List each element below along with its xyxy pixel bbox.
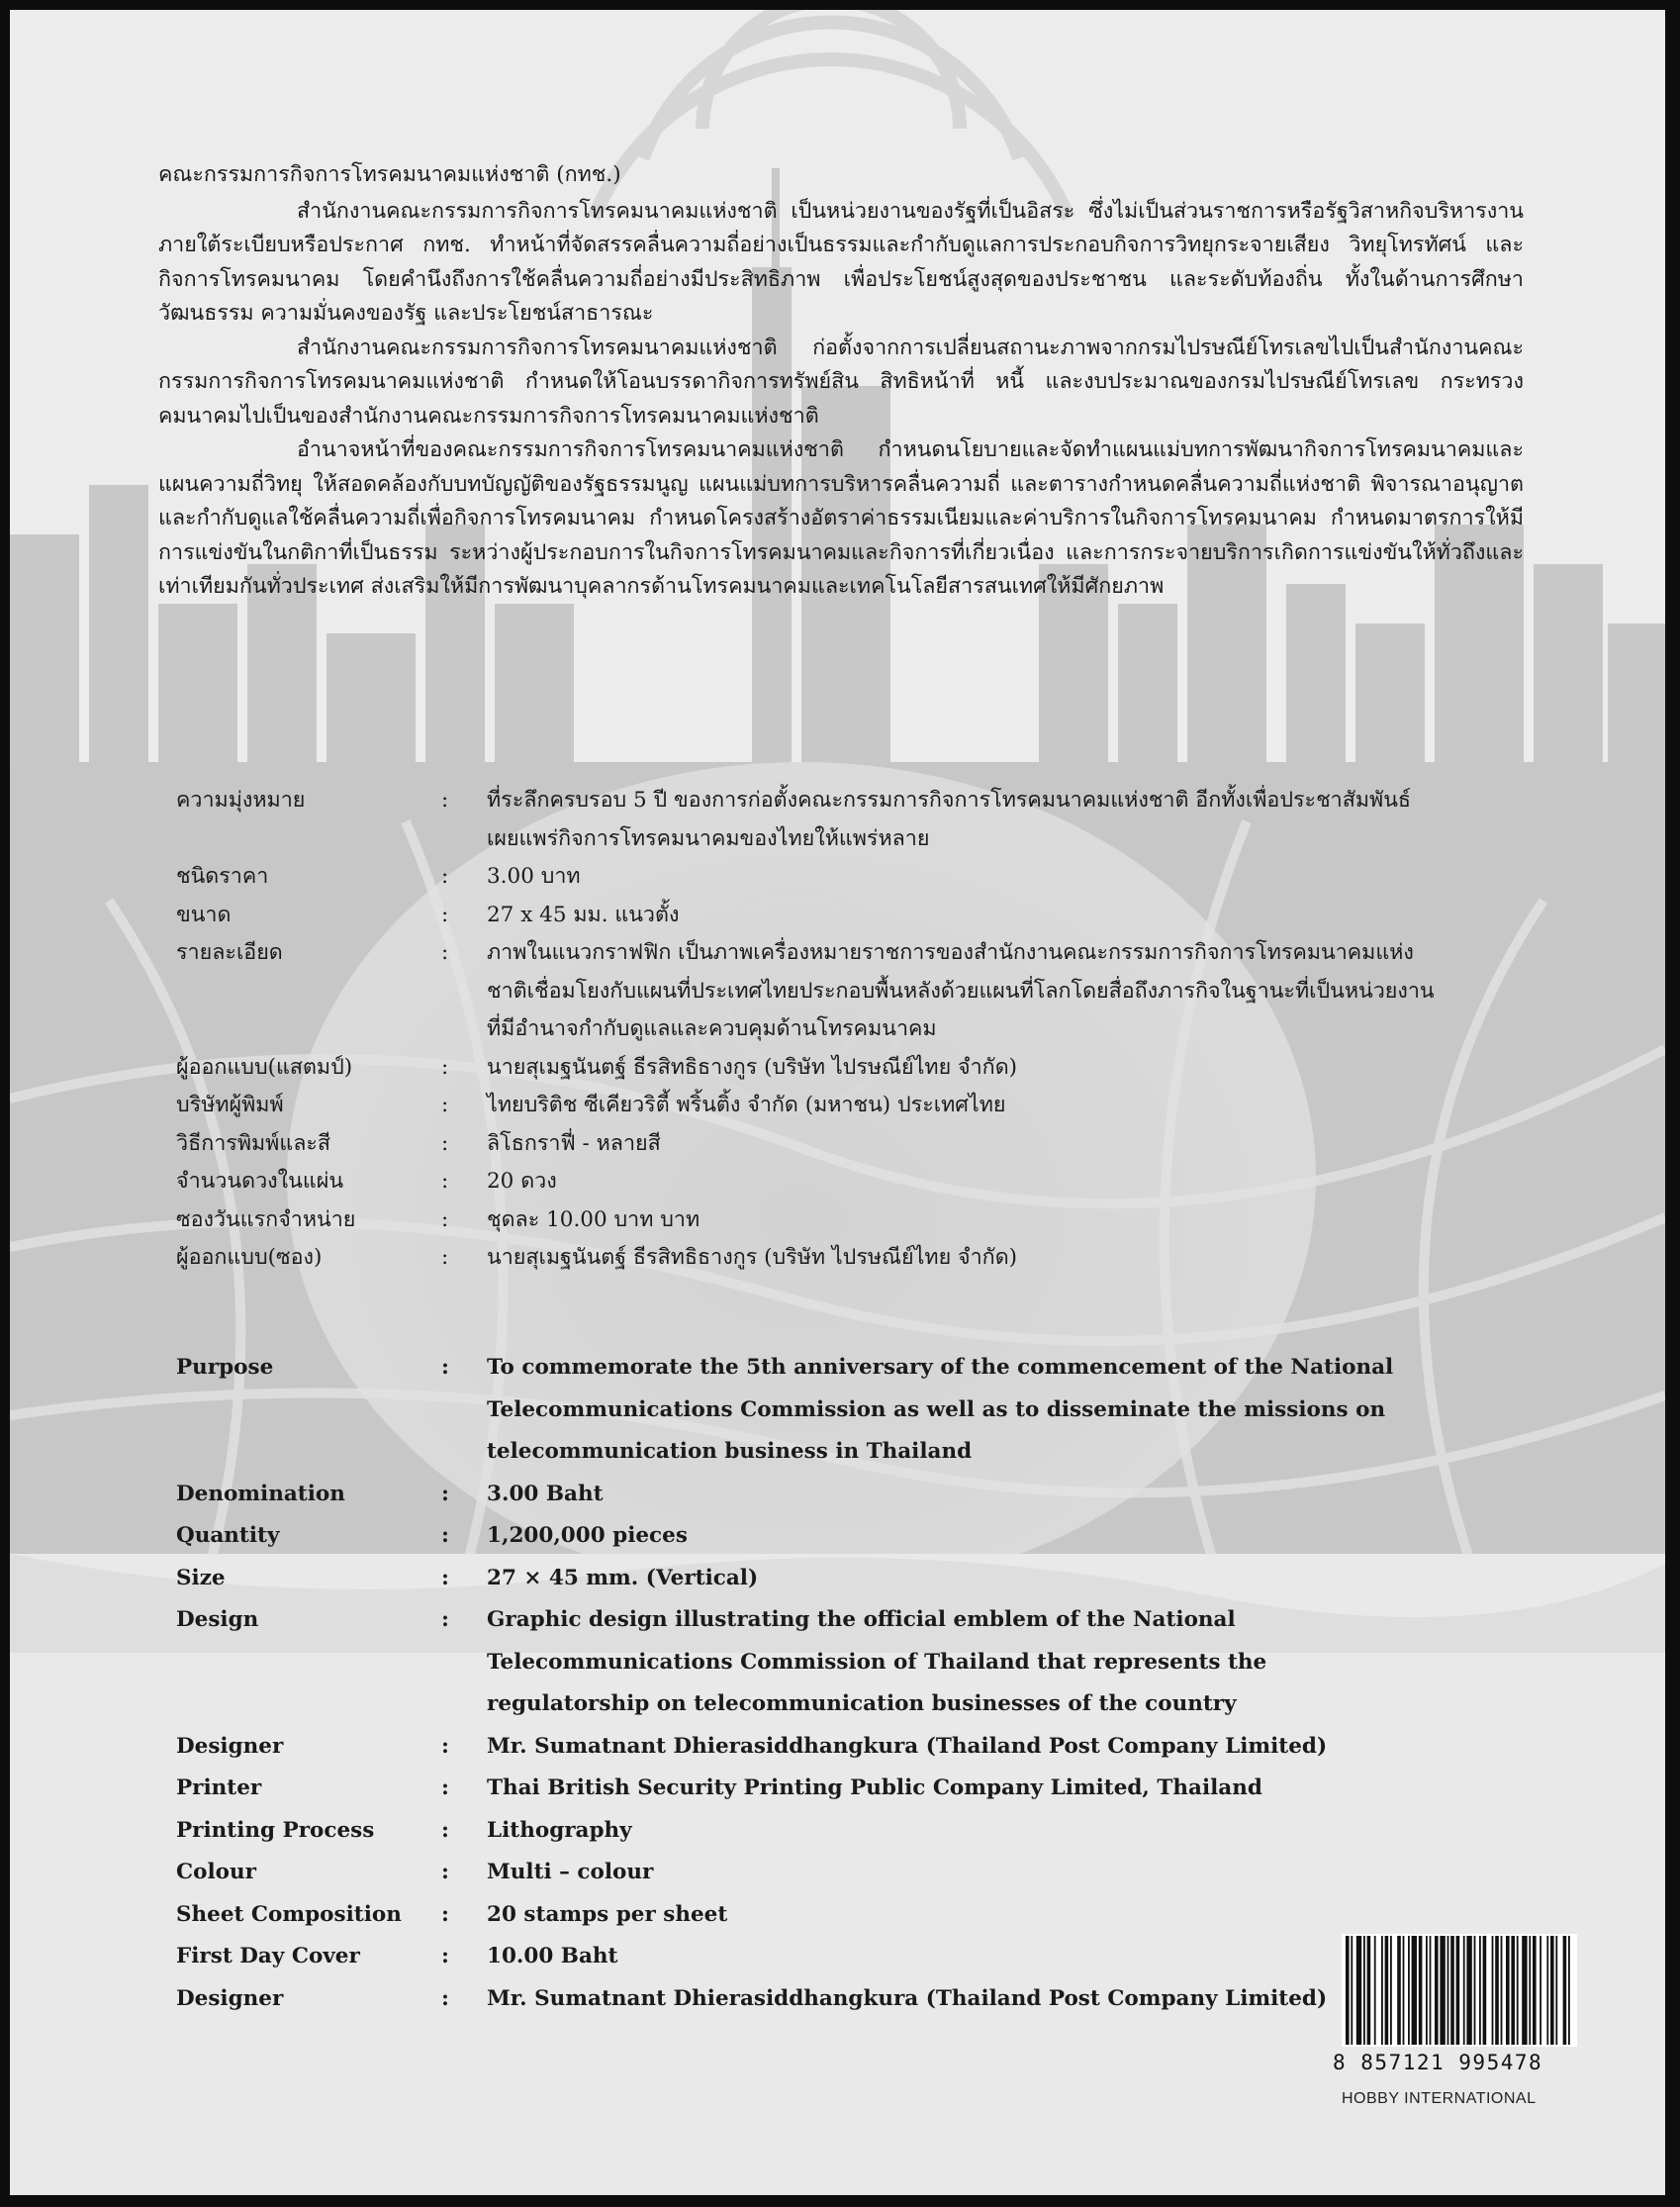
detail-label: ขนาด	[176, 902, 232, 927]
detail-label: ผู้ออกแบบ(ซอง)	[176, 1245, 323, 1270]
detail-row	[176, 1810, 1437, 1853]
barcode-bar	[1363, 1936, 1365, 2045]
detail-row	[176, 1558, 1437, 1600]
detail-row	[176, 1894, 1437, 1937]
barcode-bar	[1412, 1936, 1417, 2045]
detail-row	[176, 1852, 1437, 1894]
detail-label: Designer	[176, 1733, 284, 1759]
barcode-bar	[1463, 1936, 1465, 2045]
barcode-bar	[1408, 1936, 1410, 2045]
detail-row	[176, 1239, 1437, 1278]
detail-value: 27 x 45 มม. แนวตั้ง	[487, 902, 680, 927]
barcode-bar	[1479, 1936, 1481, 2045]
detail-row	[176, 782, 1437, 858]
detail-value: ชุดละ 10.00 บาท บาท	[487, 1206, 700, 1232]
barcode-bar	[1483, 1936, 1487, 2045]
barcode-bar	[1351, 1936, 1353, 2045]
barcode-bar	[1568, 1936, 1570, 2045]
intro-paragraph: สำนักงานคณะกรรมการกิจการโทรคมนาคมแห่งชาติ ก่อตั้งจากการเปลี่ยนสถานะภาพจากกรมไปรษณีย์โทรเลขไปเป็นสำนักงานคณะกรรมการกิจการโทรคมนาคมแห่งชาติ กำหนดให้โอนบรรดากิจการทรัพย์สิน สิทธิหน้าที่ หนี้ และงบประมาณของกรมไปรษณีย์โทรเลข กระทรวงคมนาคมไปเป็นของสำนักงานคณะกรรมการกิจการโทรคมนาคมแห่งชาติ	[158, 335, 1524, 429]
detail-value: ภาพในแนวกราฟฟิก เป็นภาพเครื่องหมายราชการของสำนักงานคณะกรรมการกิจการโทรคมนาคมแห่งชาติเชื่อมโยงกับแผนที่ประเทศไทยประกอบพื้นหลังด้วยแผนที่โลกโดยสื่อถึงภารกิจในฐานะที่เป็นหน่วยงานที่มีอำนาจกำกับดูแลและควบคุมด้านโทรคมนาคม	[487, 940, 1435, 1041]
barcode-bar	[1546, 1936, 1548, 2045]
detail-separator: :	[441, 1775, 449, 1800]
detail-label: Design	[176, 1607, 259, 1632]
detail-row	[176, 1347, 1437, 1474]
barcode-bar	[1533, 1936, 1537, 2045]
detail-value: ที่ระลึกครบรอบ 5 ปี ของการก่อตั้งคณะกรรมการกิจการโทรคมนาคมแห่งชาติ อีกทั้งเพื่อประชาสัมพันธ์เผยแพร่กิจการโทรคมนาคมของไทยให้แพร่หลาย	[487, 788, 1412, 851]
detail-value: ลิโธกราฟี่ - หลายสี	[487, 1130, 661, 1156]
detail-row	[176, 1768, 1437, 1810]
detail-value: Lithography	[487, 1817, 632, 1843]
detail-value: 20 stamps per sheet	[487, 1901, 728, 1927]
detail-row	[176, 1978, 1437, 2021]
barcode	[1342, 1934, 1577, 2047]
barcode-number: 8 857121 995478	[1333, 2051, 1543, 2074]
detail-label: ชนิดราคา	[176, 864, 269, 889]
barcode-bar	[1385, 1936, 1389, 2045]
barcode-bar	[1430, 1936, 1432, 2045]
detail-row	[176, 1599, 1437, 1726]
detail-separator: :	[441, 1206, 449, 1232]
detail-value: 3.00 Baht	[487, 1481, 604, 1506]
detail-label: บริษัทผู้พิมพ์	[176, 1093, 284, 1117]
detail-row	[176, 1936, 1437, 1978]
detail-label: ความมุ่งหมาย	[176, 788, 306, 813]
detail-separator: :	[441, 902, 449, 927]
detail-label: ผู้ออกแบบ(แสตมป์)	[176, 1054, 353, 1080]
thai-introduction	[158, 158, 1524, 605]
barcode-bar	[1356, 1936, 1361, 2045]
detail-row	[176, 1515, 1437, 1558]
document-sheet	[10, 10, 1665, 2195]
detail-separator: :	[441, 1985, 449, 2011]
detail-row	[176, 897, 1437, 935]
barcode-bar	[1522, 1936, 1527, 2045]
detail-row	[176, 1087, 1437, 1125]
detail-value: Mr. Sumatnant Dhierasiddhangkura (Thailand Post Company Limited)	[487, 1733, 1328, 1759]
detail-value: Thai British Security Printing Public Company Limited, Thailand	[487, 1775, 1262, 1800]
detail-label: รายละเอียด	[176, 940, 283, 965]
publisher-caption: HOBBY INTERNATIONAL	[1342, 2090, 1537, 2107]
detail-label: Purpose	[176, 1355, 274, 1380]
barcode-bar	[1495, 1936, 1499, 2045]
barcode-bar	[1440, 1936, 1445, 2045]
detail-value: 3.00 บาท	[487, 864, 581, 889]
detail-separator: :	[441, 1093, 449, 1117]
barcode-bar	[1555, 1936, 1557, 2045]
detail-separator: :	[441, 1860, 449, 1884]
detail-separator: :	[441, 1130, 449, 1156]
detail-separator: :	[441, 1817, 449, 1843]
english-stamp-details	[176, 1347, 1437, 2020]
detail-separator: :	[441, 1245, 449, 1270]
detail-value: นายสุเมฐนันตฐ์ ธีรสิทธิธางกูร (บริษัท ไปรษณีย์ไทย จำกัด)	[487, 1245, 1018, 1270]
detail-value: 27 × 45 mm. (Vertical)	[487, 1565, 759, 1590]
barcode-bar	[1403, 1936, 1405, 2045]
detail-row	[176, 934, 1437, 1049]
barcode-bar	[1550, 1936, 1554, 2045]
barcode-bar	[1381, 1936, 1383, 2045]
detail-separator: :	[441, 1355, 449, 1380]
detail-value: 1,200,000 pieces	[487, 1523, 688, 1548]
detail-label: Printing Process	[176, 1817, 375, 1843]
barcode-bar	[1390, 1936, 1392, 2045]
detail-separator: :	[441, 1523, 449, 1548]
detail-label: วิธีการพิมพ์และสี	[176, 1130, 331, 1156]
detail-value: 10.00 Baht	[487, 1944, 618, 1968]
barcode-bar	[1540, 1936, 1541, 2045]
detail-separator: :	[441, 940, 449, 965]
barcode-bar	[1506, 1936, 1510, 2045]
barcode-bar	[1397, 1936, 1401, 2045]
detail-label: Denomination	[176, 1481, 345, 1506]
thai-stamp-details	[176, 782, 1437, 1278]
detail-value: Multi – colour	[487, 1860, 654, 1884]
barcode-bar	[1466, 1936, 1471, 2045]
detail-separator: :	[441, 788, 449, 813]
detail-value: ไทยบริติช ซีเคียวริตี้ พริ้นติ้ง จำกัด (มหาชน) ประเทศไทย	[487, 1093, 1006, 1117]
detail-separator: :	[441, 1054, 449, 1080]
barcode-bar	[1447, 1936, 1449, 2045]
barcode-bar	[1474, 1936, 1476, 2045]
detail-row	[176, 858, 1437, 897]
barcode-bar	[1367, 1936, 1371, 2045]
detail-label: Designer	[176, 1985, 284, 2011]
barcode-bar	[1563, 1936, 1567, 2045]
detail-label: จำนวนดวงในแผ่น	[176, 1169, 344, 1194]
barcode-bar	[1529, 1936, 1531, 2045]
detail-separator: :	[441, 1733, 449, 1759]
intro-title: คณะกรรมการกิจการโทรคมนาคมแห่งชาติ (กทช.)	[158, 162, 621, 187]
detail-row	[176, 1201, 1437, 1240]
barcode-bar	[1456, 1936, 1460, 2045]
detail-row	[176, 1049, 1437, 1088]
barcode-bar	[1501, 1936, 1503, 2045]
detail-value: Mr. Sumatnant Dhierasiddhangkura (Thailand Post Company Limited)	[487, 1985, 1328, 2011]
detail-row	[176, 1474, 1437, 1516]
detail-separator: :	[441, 1481, 449, 1506]
barcode-bar	[1511, 1936, 1515, 2045]
barcode-bar	[1450, 1936, 1454, 2045]
detail-label: Size	[176, 1565, 226, 1590]
detail-value: 20 ดวง	[487, 1169, 557, 1194]
intro-paragraph: อำนาจหน้าที่ของคณะกรรมการกิจการโทรคมนาคมแห่งชาติ กำหนดนโยบายและจัดทำแผนแม่บทการพัฒนากิจการโทรคมนาคมและแผนความถี่วิทยุ ให้สอดคล้องกับบทบัญญัติของรัฐธรรมนูญ แผนแม่บทการบริหารคลื่นความถี่ และตารางกำหนดคลื่นความถี่แห่งชาติ พิจารณาอนุญาตและกำกับดูแลใช้คลื่นความถี่เพื่อกิจการโทรคมนาคม กำหนดโครงสร้างอัตราค่าธรรมเนียมและค่าบริการในกิจการโทรคมนาคม กำหนดมาตรการให้มีการแข่งขันในกติกาที่เป็นธรรม ระหว่างผู้ประกอบการในกิจการโทรคมนาคมและกิจการที่เกี่ยวเนื่อง และการกระจายบริการเกิดการแข่งขันให้ทั่วถึงและเท่าเทียมกันทั่วประเทศ ส่งเสริมให้มีการพัฒนาบุคลากรด้านโทรคมนาคมและเทคโนโลยีสารสนเทศให้มีศักยภาพ	[158, 437, 1524, 599]
detail-separator: :	[441, 1901, 449, 1927]
detail-label: Colour	[176, 1860, 256, 1884]
detail-row	[176, 1163, 1437, 1201]
detail-separator: :	[441, 1565, 449, 1590]
detail-label: ซองวันแรกจำหน่าย	[176, 1206, 356, 1232]
detail-separator: :	[441, 1607, 449, 1632]
detail-value: To commemorate the 5th anniversary of the commencement of the National Telecommunications Commission as well as to disseminate the missions on telecommunication business in Thailand	[487, 1355, 1394, 1464]
detail-row	[176, 1125, 1437, 1164]
detail-separator: :	[441, 864, 449, 889]
detail-row	[176, 1726, 1437, 1769]
detail-label: Printer	[176, 1775, 262, 1800]
intro-paragraph: สำนักงานคณะกรรมการกิจการโทรคมนาคมแห่งชาติ เป็นหน่วยงานของรัฐที่เป็นอิสระ ซึ่งไม่เป็นส่วนราชการหรือรัฐวิสาหกิจบริหารงานภายใต้ระเบียบหรือประกาศ กทช. ทำหน้าที่จัดสรรคลื่นความถี่อย่างเป็นธรรมและกำกับดูแลการประกอบกิจการวิทยุกระจายเสียง วิทยุโทรทัศน์ และกิจการโทรคมนาคม โดยคำนึงถึงการใช้คลื่นความถี่อย่างมีประสิทธิภาพ เพื่อประโยชน์สูงสุดของประชาชน และระดับท้องถิ่น ทั้งในด้านการศึกษา วัฒนธรรม ความมั่นคงของรัฐ และประโยชน์สาธารณะ	[158, 198, 1524, 326]
barcode-bar	[1517, 1936, 1519, 2045]
detail-value: นายสุเมฐนันตฐ์ ธีรสิทธิธางกูร (บริษัท ไปรษณีย์ไทย จำกัด)	[487, 1054, 1018, 1080]
detail-label: First Day Cover	[176, 1944, 360, 1968]
barcode-bar	[1435, 1936, 1439, 2045]
detail-label: Quantity	[176, 1523, 280, 1548]
barcode-bar	[1419, 1936, 1423, 2045]
barcode-bar	[1492, 1936, 1494, 2045]
barcode-bar	[1374, 1936, 1376, 2045]
detail-separator: :	[441, 1169, 449, 1194]
detail-value: Graphic design illustrating the official emblem of the National Telecommunications Commission of Thailand that represents the regulatorship on telecommunication businesses of the country	[487, 1607, 1267, 1716]
detail-separator: :	[441, 1944, 449, 1968]
detail-label: Sheet Composition	[176, 1901, 402, 1927]
barcode-bar	[1426, 1936, 1428, 2045]
barcode-bar	[1346, 1936, 1350, 2045]
